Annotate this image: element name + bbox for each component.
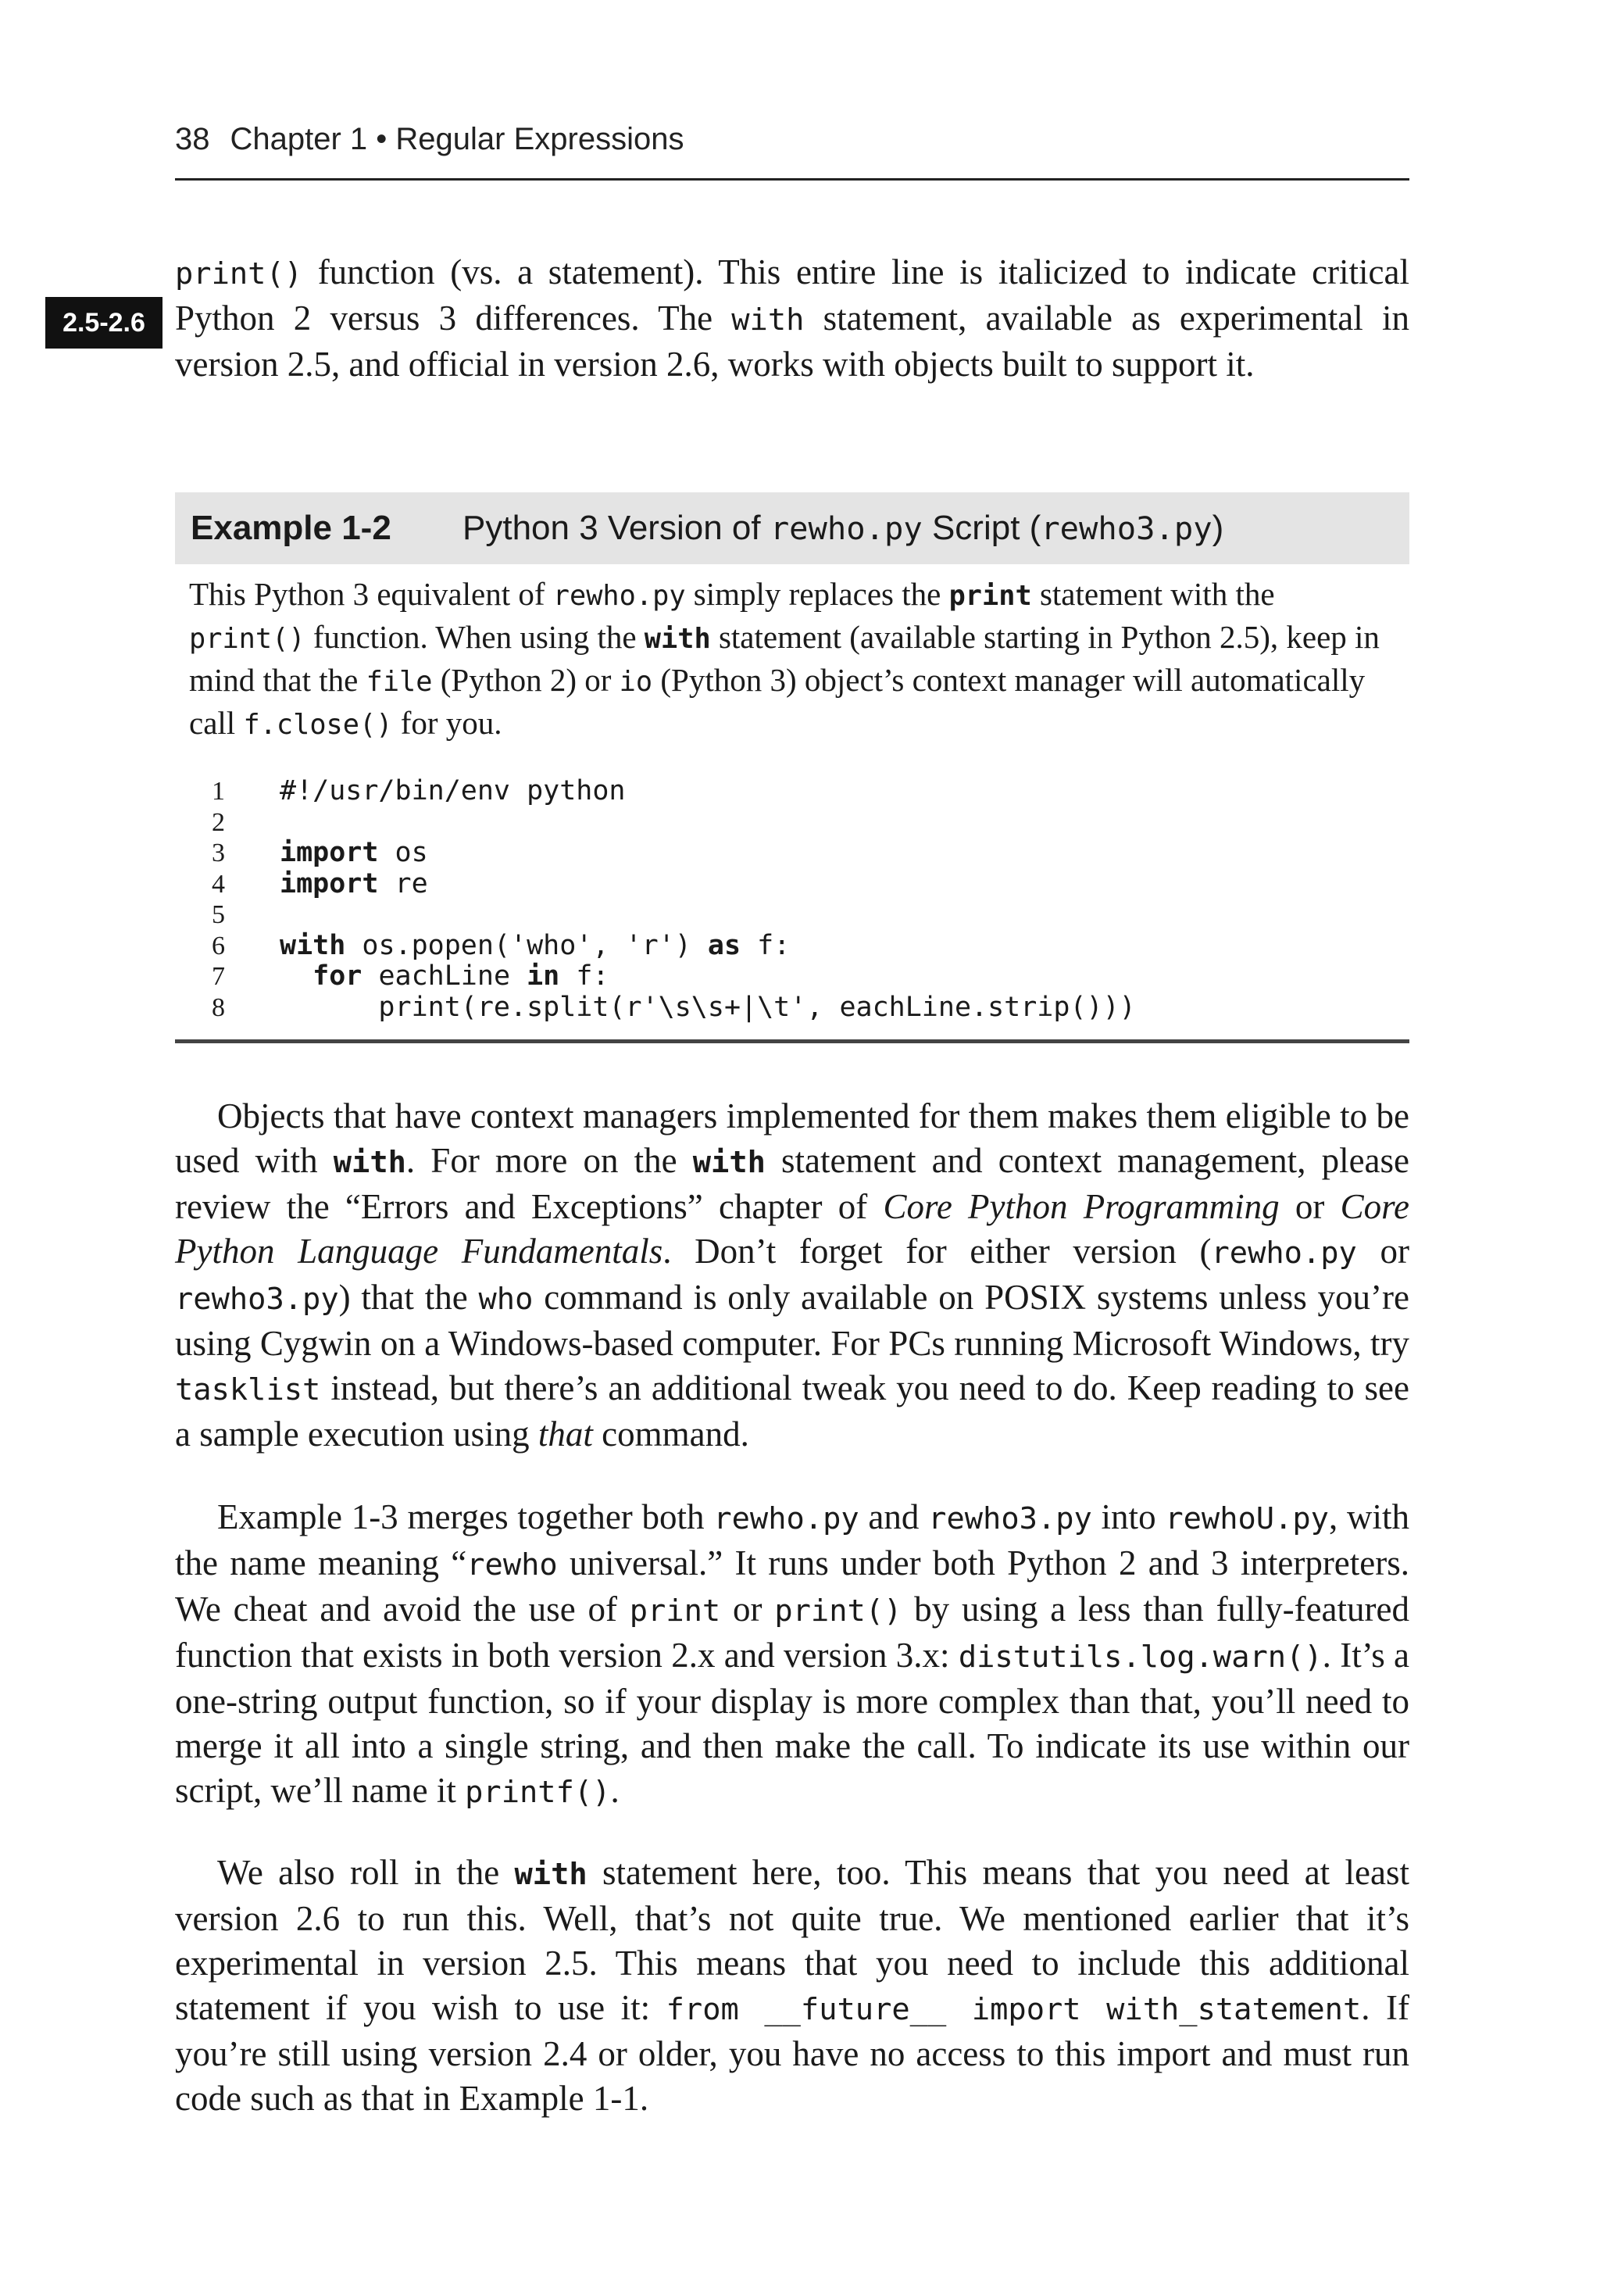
listing-rule [175,1039,1409,1043]
line-number: 7 [212,962,225,991]
chapter-title: Chapter 1 • Regular Expressions [230,122,684,156]
body-paragraph: We also roll in the with statement here, too. This means that you need at least version 2.6 to run this. Well, that’s not quite true. We mentioned earlier that it’s experimental in version 2.5. This means that you need to include this additional statement if you wish to use it: from __future__ import with_statement. If you’re still using version 2.4 or older, you have no access to this import and must run code such as that in Example 1-1. [175,1853,1409,2118]
inline-code: with [731,302,805,338]
line-number: 8 [212,992,225,1022]
line-number: 3 [212,839,225,867]
line-number: 5 [212,900,225,929]
example-heading [175,492,1409,564]
intro-paragraph: print() function (vs. a statement). This entire line is italicized to indicate critical Python 2 versus 3 differences. The with statement, available as experimental in version 2.5, and official in version 2.6, works with objects built to support it. [175,252,1409,384]
line-number: 1 [212,777,225,806]
code-line: 8 print(re.split(r'\s\s+|\t', eachLine.strip())) [175,992,1409,1023]
example-title: Python 3 Version of rewho.py Script (rewho3.py) [462,509,1224,547]
running-header [175,122,1409,163]
example-description: This Python 3 equivalent of rewho.py simply replaces the print statement with the print() function. When using the with statement (available starting in Python 2.5), keep in mind that the file (Python 2) or io (Python 3) object’s context manager will automatically call f.close() for you. [189,576,1380,741]
inline-code: print() [175,256,303,291]
version-badge: 2.5-2.6 [45,297,162,349]
line-number: 2 [212,807,225,837]
page-number: 38 [175,122,210,156]
body-paragraph: Example 1-3 merges together both rewho.py and rewho3.py into rewhoU.py, with the name meaning “rewho universal.” It runs under both Python 2 and 3 interpreters. We cheat and avoid the use of print or print() by using a less than fully-featured function that exists in both version 2.x and version 3.x: distutils.log.warn(). It’s a one-string output function, so if your display is more complex than that, you’ll need to merge it all into a single string, and then make the call. To indicate its use within our script, we’ll name it printf(). [175,1497,1410,1810]
code-line: 4 import re [175,868,1409,899]
code-line: 1 #!/usr/bin/env python [175,775,1409,806]
code-line: 3 import os [175,837,1409,868]
code-line [175,806,1409,838]
body-paragraph: Objects that have context managers implemented for them makes them eligible to be used with with. For more on the with statement and context management, please review the “Errors and Exceptions” chapter of Core Python Programming or Core Python Language Fundamentals. Don’t forget for either version (rewho.py or rewho3.py) that the who command is only available on POSIX systems unless you’re using Cygwin on a Windows-based computer. For PCs running Microsoft Windows, try tasklist instead, but there’s an additional tweak you need to do. Keep reading to see a sample execution using that command. [175,1096,1409,1454]
code-line: 7 for eachLine in f: [175,960,1409,992]
code-listing [175,775,1409,1022]
line-number: 4 [212,869,225,899]
line-number: 6 [212,931,225,960]
example-label: Example 1-2 [191,509,391,547]
code-line [175,899,1409,930]
code-line: 6 with os.popen('who', 'r') as f: [175,930,1409,961]
header-rule [175,178,1409,181]
